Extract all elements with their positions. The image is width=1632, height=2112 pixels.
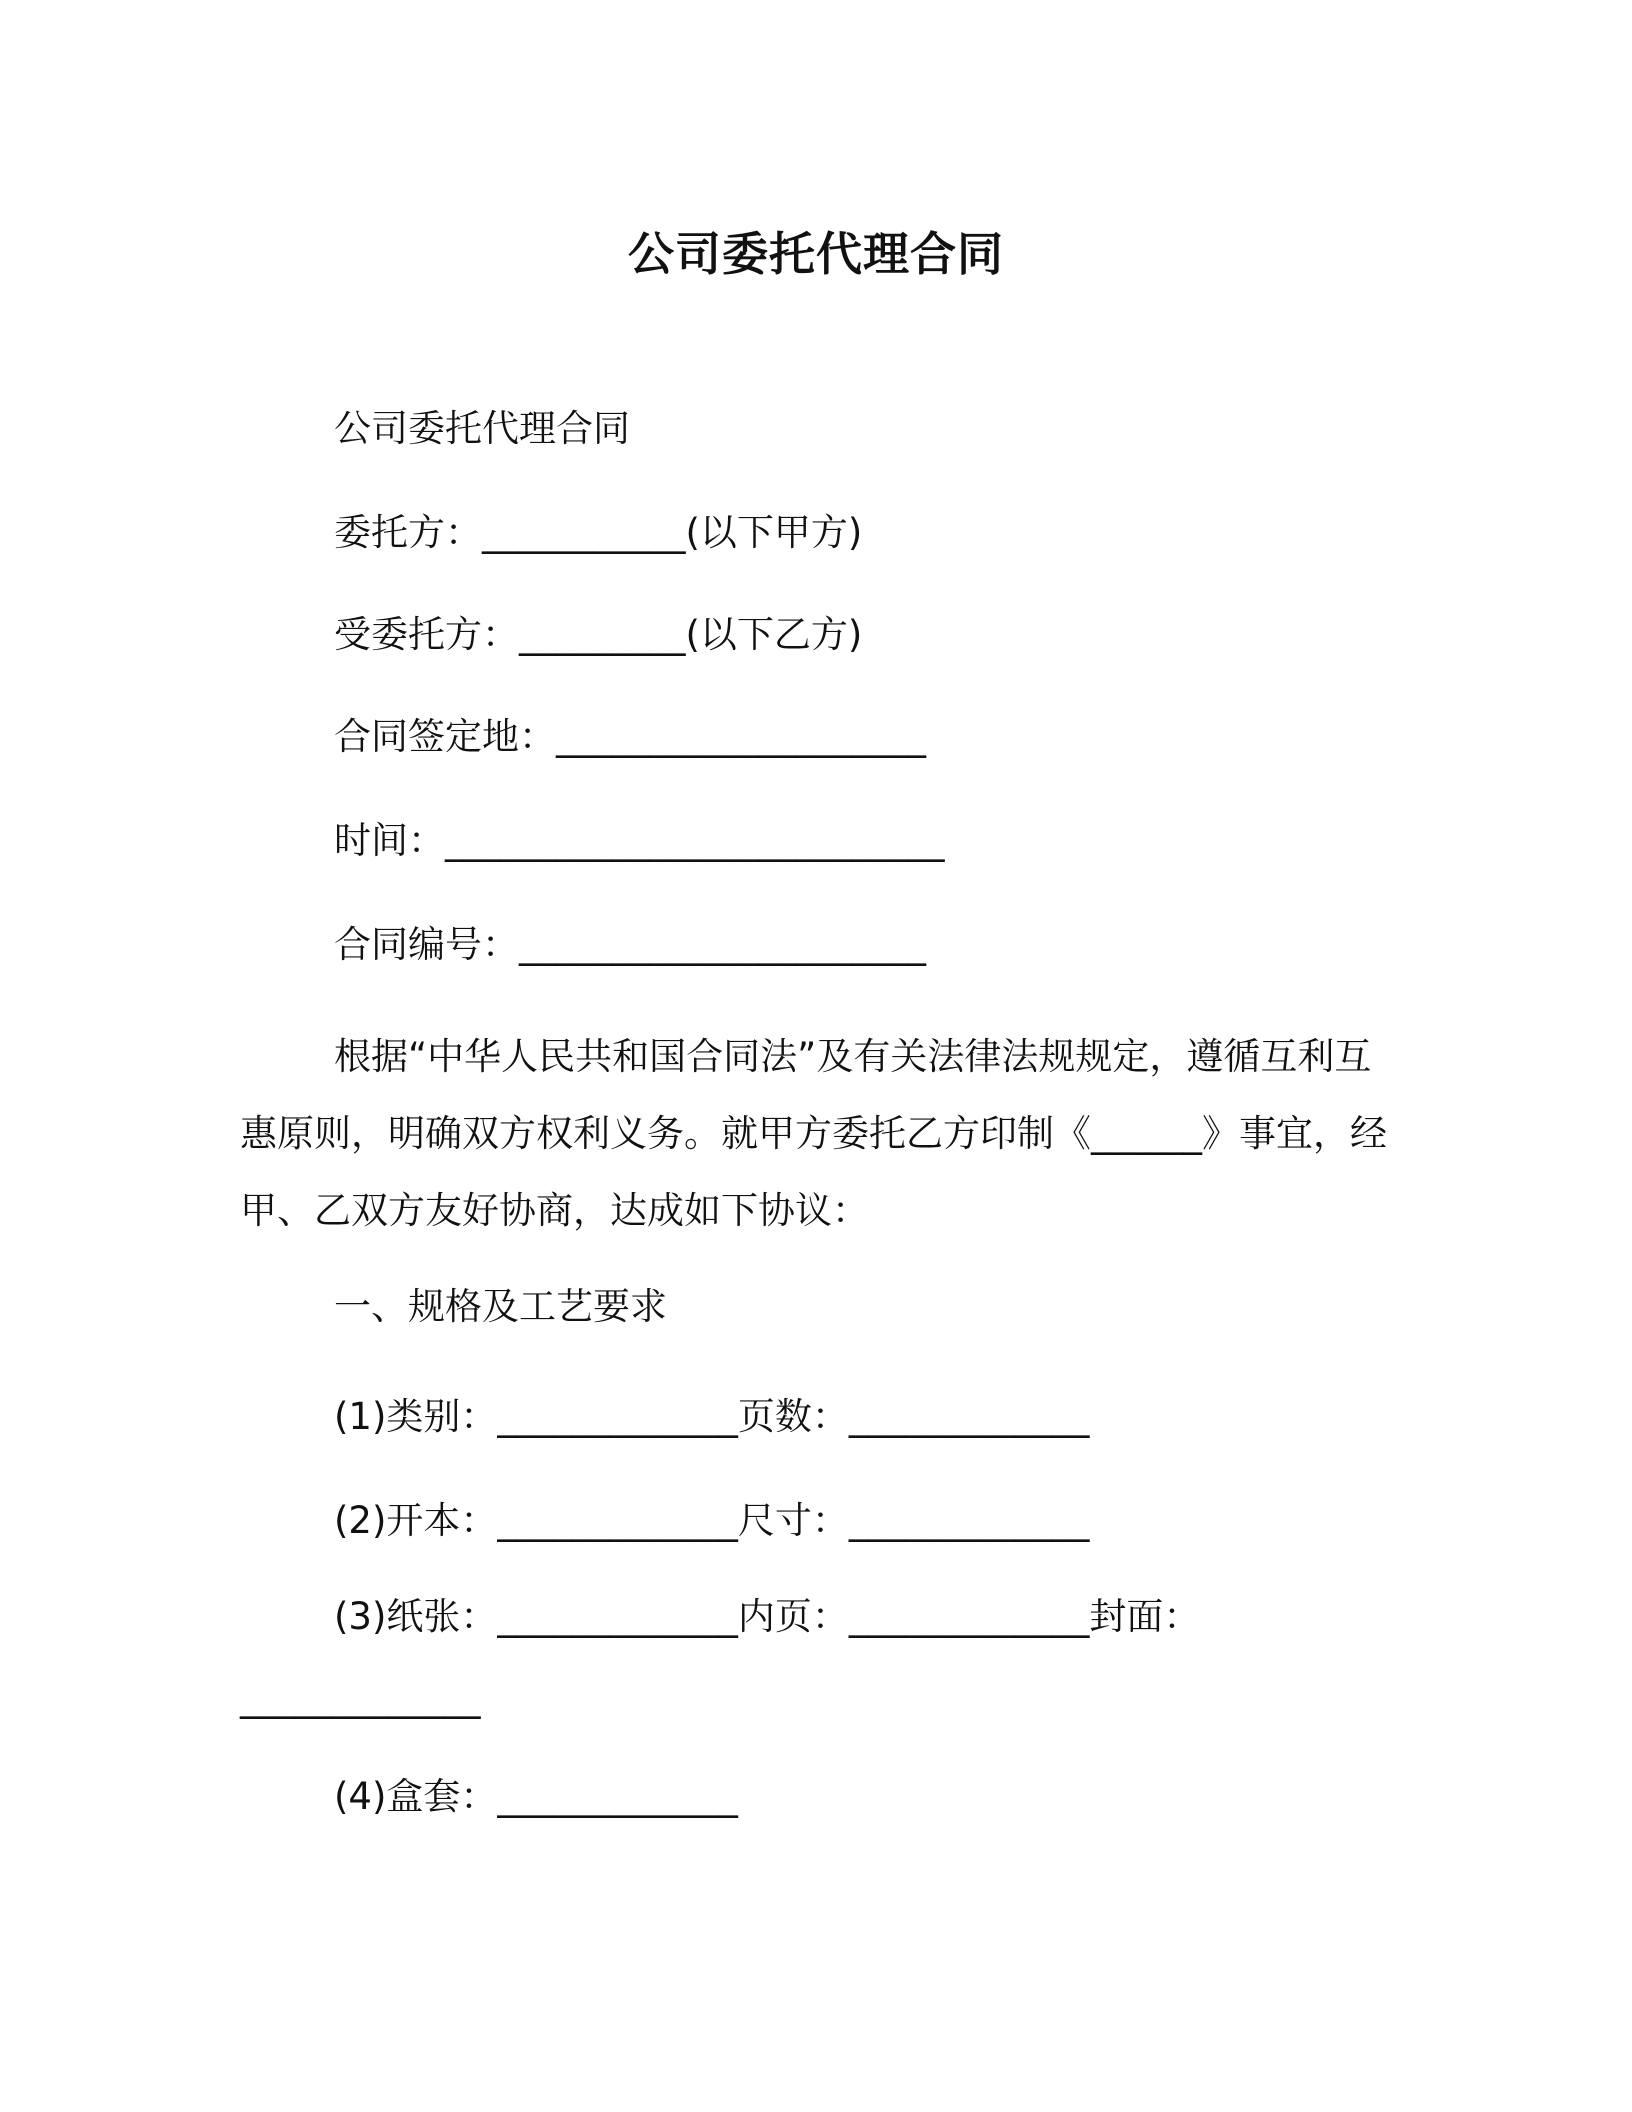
contract-number-line: 合同编号：______________________ [334,923,926,966]
spec-item-4: (4)盒套：_____________ [334,1775,738,1818]
time-line: 时间：___________________________ [334,819,945,862]
subtitle: 公司委托代理合同 [334,407,630,450]
intro-paragraph: 根据“中华人民共和国合同法”及有关法律法规规定，遵循互利互惠原则，明确双方权利义务。就甲方委托乙方印制《______》事宜，经甲、乙双方友好协商，达成如下协议： [240,1035,1387,1232]
spec-item-1: (1)类别：_____________页数：_____________ [334,1395,1090,1438]
agent-line: 受委托方：_________(以下乙方) [334,613,863,656]
spec-item-2: (2)开本：_____________尺寸：_____________ [334,1499,1090,1542]
spec-item-3: (3)纸张：_____________内页：_____________封面： [334,1595,1201,1638]
document-title: 公司委托代理合同 [628,227,1004,281]
spec-item-3-continuation: _____________ [240,1676,481,1719]
signing-place-line: 合同签定地：____________________ [334,715,926,758]
principal-line: 委托方：___________(以下甲方) [334,511,863,554]
section-heading: 一、规格及工艺要求 [334,1285,667,1328]
